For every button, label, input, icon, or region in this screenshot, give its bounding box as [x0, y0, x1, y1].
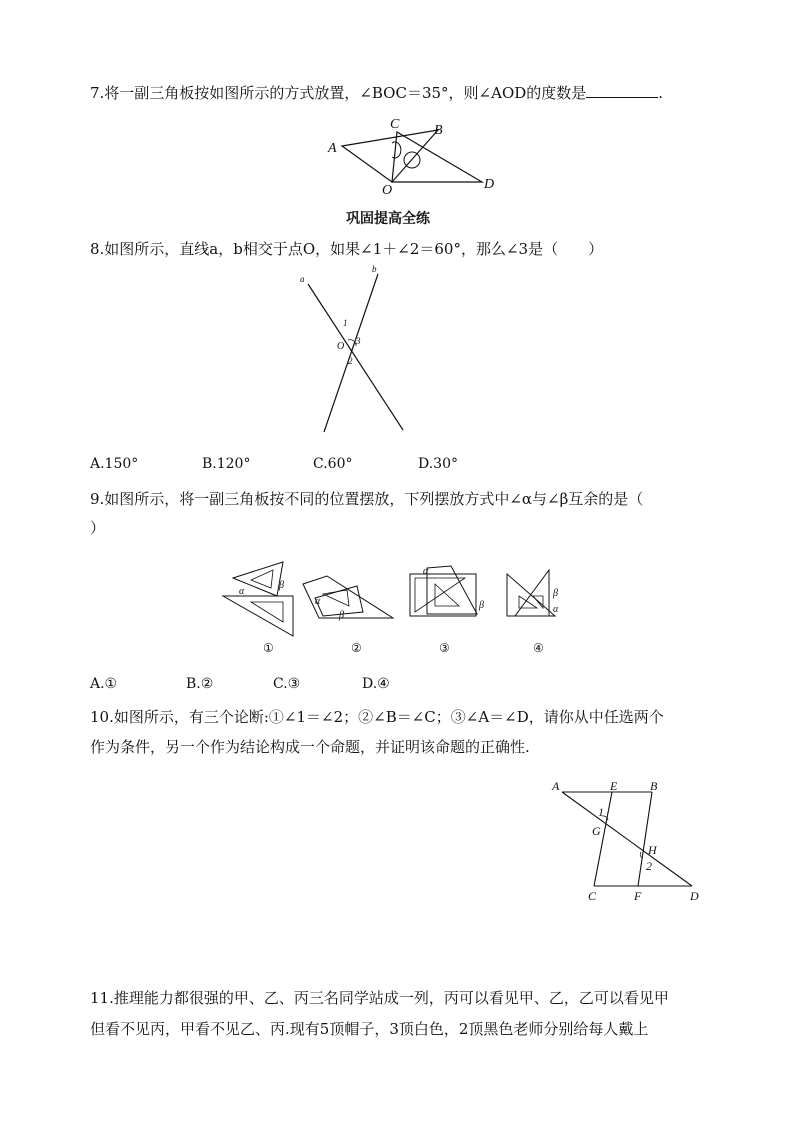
- q9-fig4-alpha: α: [553, 604, 559, 615]
- q9-fig2-alpha: α: [315, 596, 321, 607]
- q10-label-C: C: [588, 889, 597, 903]
- q9-caption-1: ①: [263, 641, 274, 655]
- q7-text-after: .: [658, 84, 664, 102]
- q7-inner-hole-1: [392, 142, 401, 158]
- q7-label-O: O: [382, 183, 393, 197]
- q8-option-b[interactable]: B.120°: [202, 456, 251, 472]
- q8-option-a[interactable]: A.150°: [90, 456, 139, 472]
- q9-figure-4: [507, 570, 559, 616]
- q9-fig1-alpha: α: [239, 586, 245, 597]
- q8-option-d[interactable]: D.30°: [418, 456, 458, 472]
- q9-fig3-beta: β: [479, 600, 484, 611]
- q10-text-line1: 10.如图所示，有三个论断:①∠1＝∠2；②∠B＝∠C；③∠A＝∠D，请你从中任选两个: [90, 708, 664, 726]
- q8-label-2: 2: [348, 356, 353, 366]
- q10-label-H: H: [648, 843, 657, 857]
- q7-answer-blank[interactable]: [586, 83, 658, 98]
- q8-label-b: b: [372, 264, 377, 274]
- q8-option-c[interactable]: C.60°: [313, 456, 353, 472]
- q10-label-F: F: [634, 889, 642, 903]
- q7-triangle-abo: [342, 130, 438, 182]
- q7-text: [90, 82, 663, 103]
- q10-label-E: E: [610, 779, 618, 793]
- q9-option-d[interactable]: D.④: [362, 676, 390, 692]
- q9-figure-3: [410, 566, 484, 616]
- q8-text: 8.如图所示，直线a，b相交于点O，如果∠1＋∠2＝60°，那么∠3是（ ）: [90, 240, 604, 258]
- q9-fig3-alpha: α: [423, 566, 429, 577]
- q8-line-a: [308, 284, 403, 430]
- q9-caption-4: ④: [533, 641, 544, 655]
- q10-label-G: G: [592, 824, 601, 838]
- q9-fig4-beta: β: [553, 588, 558, 599]
- q9-caption-2: ②: [351, 641, 362, 655]
- q10-label-D: D: [690, 889, 699, 903]
- q9-option-b[interactable]: B.②: [186, 676, 214, 692]
- q8-label-1: 1: [343, 318, 348, 328]
- q8-label-a: a: [300, 274, 305, 284]
- q9-fig1-beta: β: [279, 580, 284, 591]
- q7-label-D: D: [484, 177, 495, 192]
- q10-label-2: 2: [646, 859, 652, 873]
- q7-label-A: A: [328, 141, 337, 156]
- q7-text-before: 7.将一副三角板按如图所示的方式放置，∠BOC＝35°，则∠AOD的度数是: [90, 84, 587, 102]
- q9-figure-1: [223, 562, 293, 636]
- q9-fig2-beta: β: [339, 610, 344, 621]
- q8-label-O: O: [337, 341, 345, 352]
- q10-label-1: 1: [598, 805, 604, 819]
- q9-option-a[interactable]: A.①: [90, 676, 118, 692]
- q8-line-b: [324, 274, 378, 432]
- q10-text-line2: 作为条件，另一个作为结论构成一个命题，并证明该命题的正确性.: [90, 738, 530, 756]
- q10-figure: [548, 778, 708, 906]
- q9-text-line2: ）: [90, 519, 106, 537]
- q8-label-3: 3: [356, 336, 361, 346]
- q8-figure: [290, 262, 420, 437]
- q9-option-c[interactable]: C.③: [273, 676, 301, 692]
- q7-triangle-cod: [392, 132, 482, 182]
- section-heading: 巩固提高全练: [346, 211, 430, 227]
- q10-label-A: A: [552, 779, 560, 793]
- q9-text-line1: 9.如图所示，将一副三角板按不同的位置摆放，下列摆放方式中∠α与∠β互余的是（: [90, 490, 644, 508]
- q10-line-AD: [562, 792, 692, 886]
- q7-figure: [320, 112, 510, 197]
- q7-label-B: B: [434, 123, 443, 138]
- q10-label-B: B: [650, 779, 658, 793]
- q11-text-line2: 但看不见丙，甲看不见乙、丙.现有5顶帽子，3顶白色，2顶黑色老师分别给每人戴上: [90, 1020, 649, 1038]
- q9-figures: [215, 556, 585, 656]
- q7-label-C: C: [390, 117, 400, 132]
- q11-text-line1: 11.推理能力都很强的甲、乙、丙三名同学站成一列，丙可以看见甲、乙，乙可以看见甲: [90, 989, 669, 1007]
- q9-caption-3: ③: [439, 641, 450, 655]
- q9-figure-2: [303, 576, 393, 621]
